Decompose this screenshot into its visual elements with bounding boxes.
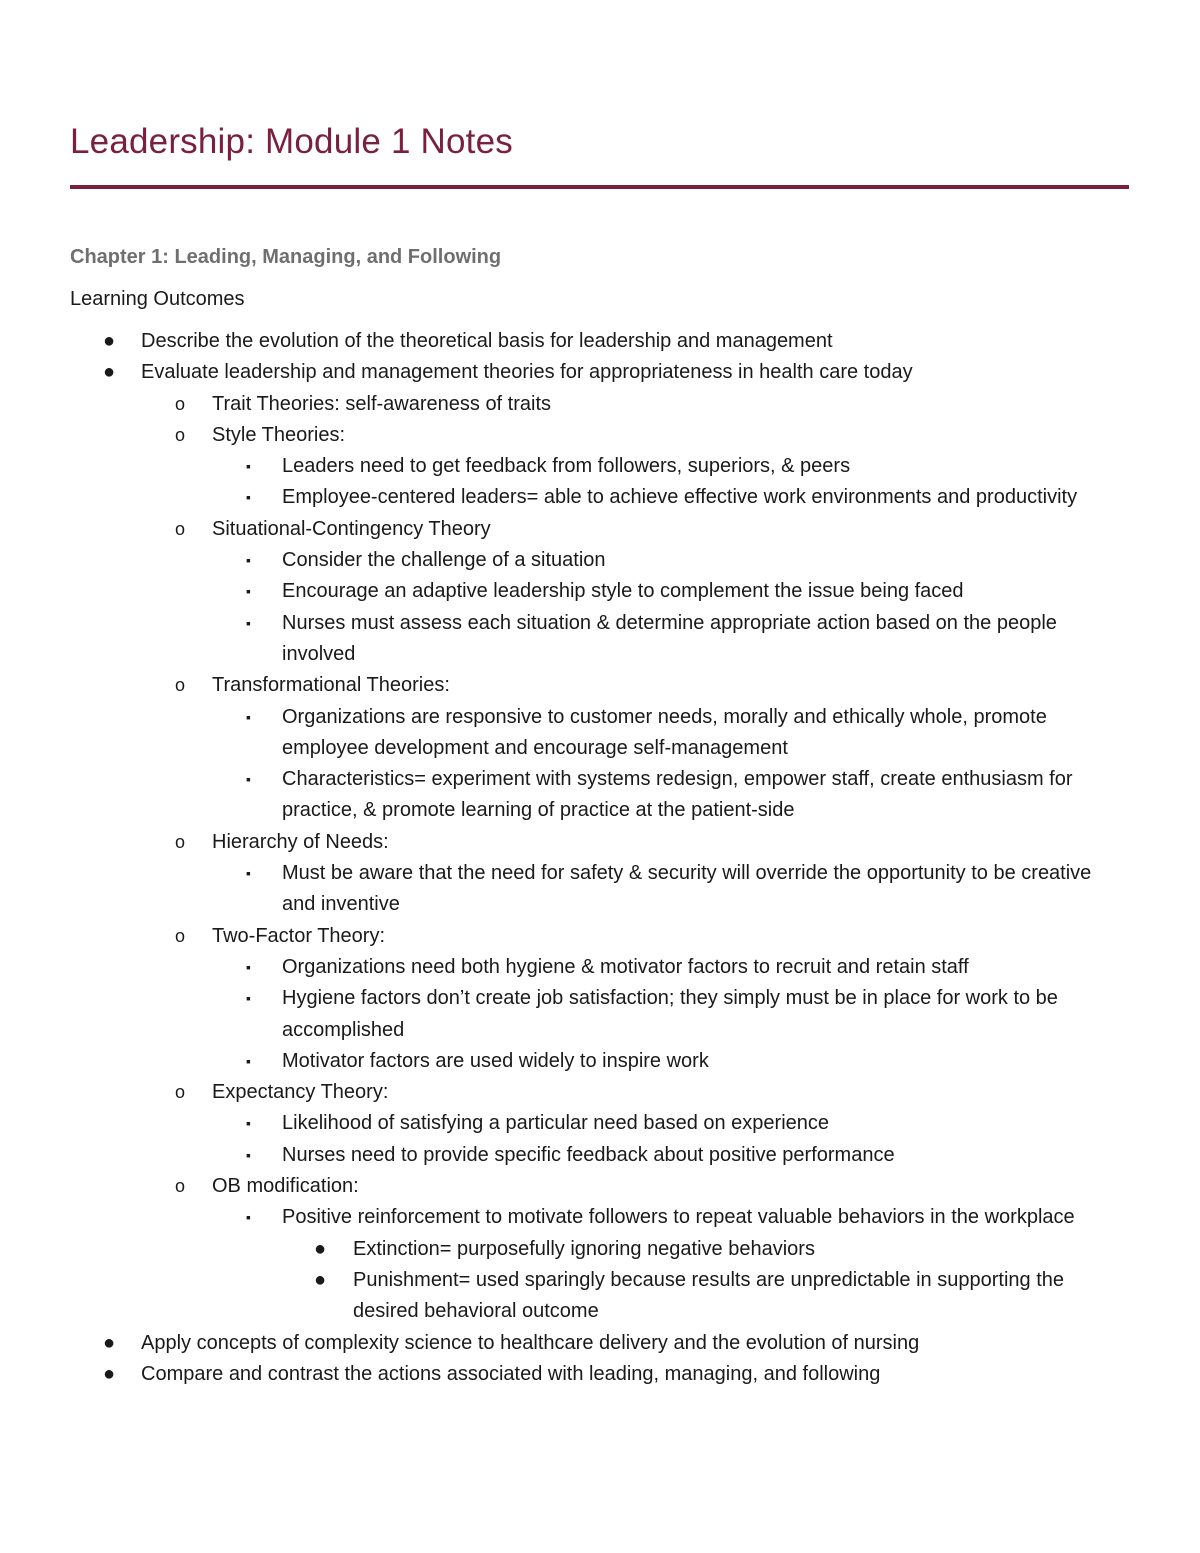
item-text: Characteristics= experiment with systems redesign, empower staff, create enthusiasm for practice, & promote learning of practice at the patient-side [282,768,1073,822]
detail-item [0,608,1130,671]
bullet-square-icon: ▪ [246,1146,251,1163]
item-text: Employee-centered leaders= able to achieve effective work environments and productivity [282,486,1078,509]
item-text: Consider the challenge of a situation [282,549,606,572]
bullet-circle-icon: o [175,675,186,696]
detail-item [0,1046,1130,1077]
item-text: Nurses must assess each situation & determine appropriate action based on the people involved [282,611,1057,665]
bullet-square-icon: ▪ [246,1052,251,1069]
item-text: Transformational Theories: [212,674,450,697]
detail-item [0,451,1130,482]
detail-item [0,576,1130,607]
item-text: Encourage an adaptive leadership style to complement the issue being faced [282,580,964,603]
item-text: Extinction= purposefully ignoring negative behaviors [353,1237,815,1260]
bullet-square-icon: ▪ [246,990,251,1007]
detail-item [0,764,1130,827]
outcome-item [0,357,1131,388]
theory-item [0,1077,1131,1108]
bullet-square-icon: ▪ [246,614,251,631]
theory-item [0,1171,1131,1202]
page-title: Leadership: Module 1 Notes [70,122,513,161]
detail-item [0,1140,1130,1171]
item-text: Organizations need both hygiene & motivator factors to recruit and retain staff [282,955,969,978]
item-text: Leaders need to get feedback from followers, superiors, & peers [282,455,851,478]
item-text: Compare and contrast the actions associated with leading, managing, and following [141,1362,881,1385]
bullet-circle-icon: o [175,393,186,414]
detail-item [0,858,1130,921]
item-text: Positive reinforcement to motivate followers to repeat valuable behaviors in the workplace [282,1206,1075,1229]
item-text: Style Theories: [212,423,346,446]
bullet-circle-icon: o [175,831,186,852]
item-text: Evaluate leadership and management theories for appropriateness in health care today [141,361,913,384]
theory-item [0,514,1131,545]
detail-item [0,1202,1130,1233]
item-text: Organizations are responsive to customer needs, morally and ethically whole, promote employee development and encourage self-management [282,705,1047,759]
bullet-circle-icon: o [175,1176,186,1197]
bullet-disc-icon: ● [314,1237,327,1260]
bullet-disc-icon: ● [103,1362,116,1385]
bullet-circle-icon: o [175,424,186,445]
theory-item [0,420,1131,451]
bullet-square-icon: ▪ [246,708,251,725]
bullet-circle-icon: o [175,925,186,946]
detail-item [0,482,1130,513]
detail-item [0,952,1130,983]
bullet-square-icon: ▪ [246,958,251,975]
bullet-circle-icon: o [175,1082,186,1103]
bullet-square-icon: ▪ [246,458,251,475]
chapter-heading: Chapter 1: Leading, Managing, and Following [70,246,502,268]
detail-item [0,1108,1130,1139]
outcome-item [0,326,1131,357]
bullet-disc-icon: ● [314,1268,327,1291]
bullet-disc-icon: ● [103,330,116,352]
bullet-circle-icon: o [175,518,186,539]
bullet-square-icon: ▪ [246,583,251,600]
item-text: Must be aware that the need for safety & security will override the opportunity to be creative and inventive [282,862,1092,916]
bullet-square-icon: ▪ [246,1209,251,1226]
item-text: Hygiene factors don’t create job satisfaction; they simply must be in place for work to be accomplished [282,987,1058,1041]
theory-item [0,827,1131,858]
detail-item [0,545,1130,576]
item-text: Nurses need to provide specific feedback about positive performance [282,1143,895,1166]
title-divider [70,185,1129,189]
item-text: Hierarchy of Needs: [212,830,389,853]
item-text: OB modification: [212,1175,359,1198]
detail-item [0,702,1130,765]
bullet-square-icon: ▪ [246,1115,251,1132]
item-text: Trait Theories: self-awareness of traits [212,392,552,415]
item-text: Apply concepts of complexity science to healthcare delivery and the evolution of nursing [141,1331,920,1354]
bullet-disc-icon: ● [103,1331,116,1354]
theory-item [0,921,1131,952]
section-label: Learning Outcomes [70,288,245,310]
subdetail-item [0,1234,1130,1265]
theory-item [0,389,1131,420]
item-text: Punishment= used sparingly because results are unpredictable in supporting the desired behavioral outcome [353,1268,1064,1323]
subdetail-item [0,1265,1130,1328]
bullet-square-icon: ▪ [246,489,251,506]
outcome-item [0,1359,1131,1390]
detail-item [0,983,1130,1046]
item-text: Motivator factors are used widely to inspire work [282,1049,709,1072]
item-text: Describe the evolution of the theoretical basis for leadership and management [141,330,833,352]
bullet-disc-icon: ● [103,361,116,384]
bullet-square-icon: ▪ [246,771,251,788]
outline-list [0,326,1200,1390]
item-text: Likelihood of satisfying a particular need based on experience [282,1112,830,1135]
bullet-square-icon: ▪ [246,865,251,882]
item-text: Situational-Contingency Theory [212,517,491,540]
bullet-square-icon: ▪ [246,552,251,569]
item-text: Two-Factor Theory: [212,924,386,947]
outcome-item [0,1328,1131,1359]
theory-item [0,670,1131,701]
item-text: Expectancy Theory: [212,1081,389,1104]
